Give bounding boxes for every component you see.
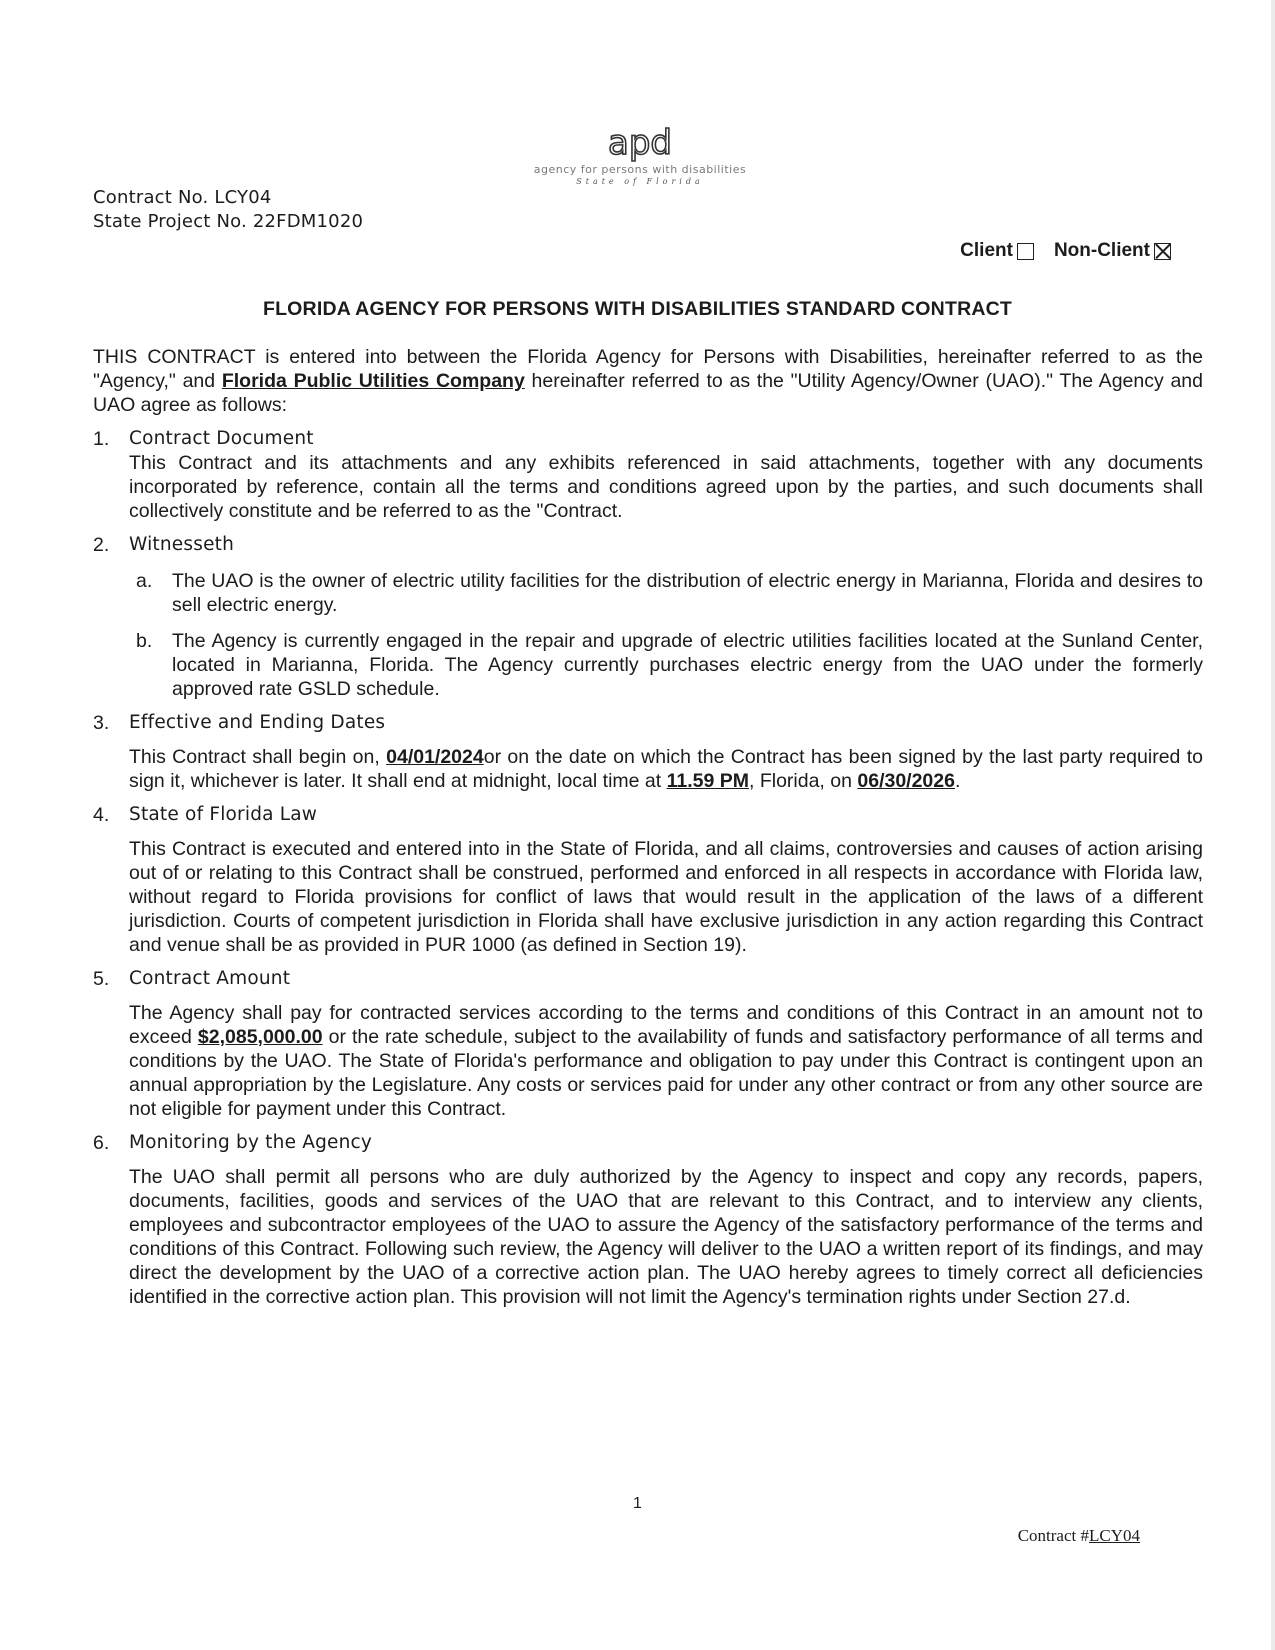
subsection-b: b. The Agency is currently engaged in the repair and upgrade of electric utilities facilities located at the Sunland Center, located in Marianna, Florida. The Agency currently purchases electric energy from the UAO under the formerly approved rate GSLD schedule. [136, 630, 1203, 700]
section-title: State of Florida Law [129, 804, 318, 825]
agency-logo [500, 126, 780, 186]
section-3 [93, 711, 1203, 793]
nonclient-label: Non-Client [1053, 240, 1150, 261]
subsection-a: a. The UAO is the owner of electric utility facilities for the distribution of electric energy in Marianna, Florida and desires to sell electric energy. [136, 570, 1203, 616]
client-label: Client [960, 240, 1013, 261]
client-checkbox[interactable] [1017, 243, 1034, 260]
contract-body [93, 345, 1203, 1309]
section-6 [93, 1131, 1203, 1309]
section-text: This Contract and its attachments and any exhibits referenced in said attachments, together with any documents incorporated by reference, contain all the terms and conditions agreed upon by the parties, and such documents shall collectively constitute and be referred to as the "Contract. [129, 452, 1203, 522]
footer-contract-id: Contract #LCY04 [1017, 1526, 1140, 1545]
section-title: Contract Document [129, 428, 314, 449]
start-date: 04/01/2024 [386, 746, 484, 768]
section-text: The Agency shall pay for contracted services according to the terms and conditions of this Contract in an amount not to exceed $2,085,000.00 or the rate schedule, subject to the availability of funds and satisfactory performance of all terms and conditions by the UAO. The State of Florida's performance and obligation to pay under this Contract is contingent upon an annual appropriation by the Legislature. Any costs or services paid for under any other contract or from any other source are not eligible for payment under this Contract. [129, 1002, 1203, 1120]
section-number: 4. [93, 804, 110, 826]
intro-lead: THIS CONTRACT [93, 346, 256, 368]
client-type-row [960, 240, 1171, 262]
section-text: This Contract shall begin on, 04/01/2024or on the date on which the Contract has been signed by the last party required to sign it, whichever is later. It shall end at midnight, local time at 11.59 PM, Florida, on 06/30/2026. [129, 746, 1203, 792]
contract-identifiers [93, 186, 363, 234]
section-title: Contract Amount [129, 968, 291, 989]
section-number: 3. [93, 712, 110, 734]
section-text: This Contract is executed and entered into in the State of Florida, and all claims, controversies and causes of action arising out of or relating to this Contract shall be construed, performed and enforced in all respects in accordance with Florida law, without regard to Florida provisions for conflict of laws that would result in the application of the laws of a different jurisdiction. Courts of competent jurisdiction in Florida shall have exclusive jurisdiction in any action regarding this Contract and venue shall be as provided in PUR 1000 (as defined in Section 19). [129, 838, 1203, 956]
section-title: Witnesseth [129, 534, 235, 555]
contract-number: Contract No. LCY04 [93, 187, 272, 208]
section-2 [93, 533, 1203, 701]
logo-tagline: agency for persons with disabilities [533, 163, 747, 176]
section-number: 1. [93, 428, 110, 450]
scan-edge [1271, 0, 1275, 1650]
section-title: Monitoring by the Agency [129, 1132, 373, 1153]
apd-logo-mark [600, 126, 680, 162]
section-number: 6. [93, 1132, 110, 1154]
svg-text:apd: apd [608, 126, 672, 162]
section-text: The UAO shall permit all persons who are duly authorized by the Agency to inspect and copy any records, papers, documents, facilities, goods and services of the UAO that are relevant to this Contract, and to interview any clients, employees and subcontractor employees of the UAO to assure the Agency of the satisfactory performance of the terms and conditions of this Contract. Following such review, the Agency will deliver to the UAO a written report of its findings, and may direct the development by the UAO of a corrective action plan. The UAO hereby agrees to timely correct all deficiencies identified in the corrective action plan. This provision will not limit the Agency's termination rights under Section 27.d. [129, 1166, 1203, 1308]
contract-amount: $2,085,000.00 [197, 1026, 323, 1048]
page-number: 1 [633, 1495, 642, 1512]
section-1 [93, 427, 1203, 523]
end-time: 11.59 PM [666, 770, 749, 792]
intro-paragraph: THIS CONTRACT is entered into between the Florida Agency for Persons with Disabilities, hereinafter referred to as the "Agency," and Florida Public Utilities Company hereinafter referred to as the "Utility Agency/Owner (UAO)." The Agency and UAO agree as follows: [93, 346, 1204, 416]
section-4 [93, 803, 1203, 957]
nonclient-checkbox[interactable] [1154, 243, 1171, 260]
end-date: 06/30/2026 [857, 770, 955, 792]
company-name: Florida Public Utilities Company [221, 370, 525, 392]
section-number: 2. [93, 534, 110, 556]
document-title: FLORIDA AGENCY FOR PERSONS WITH DISABILITIES STANDARD CONTRACT [262, 298, 1013, 320]
state-project-number: State Project No. 22FDM1020 [93, 211, 364, 232]
section-number: 5. [93, 968, 110, 990]
section-5 [93, 967, 1203, 1121]
logo-state: State of Florida [576, 177, 704, 186]
section-title: Effective and Ending Dates [129, 712, 386, 733]
